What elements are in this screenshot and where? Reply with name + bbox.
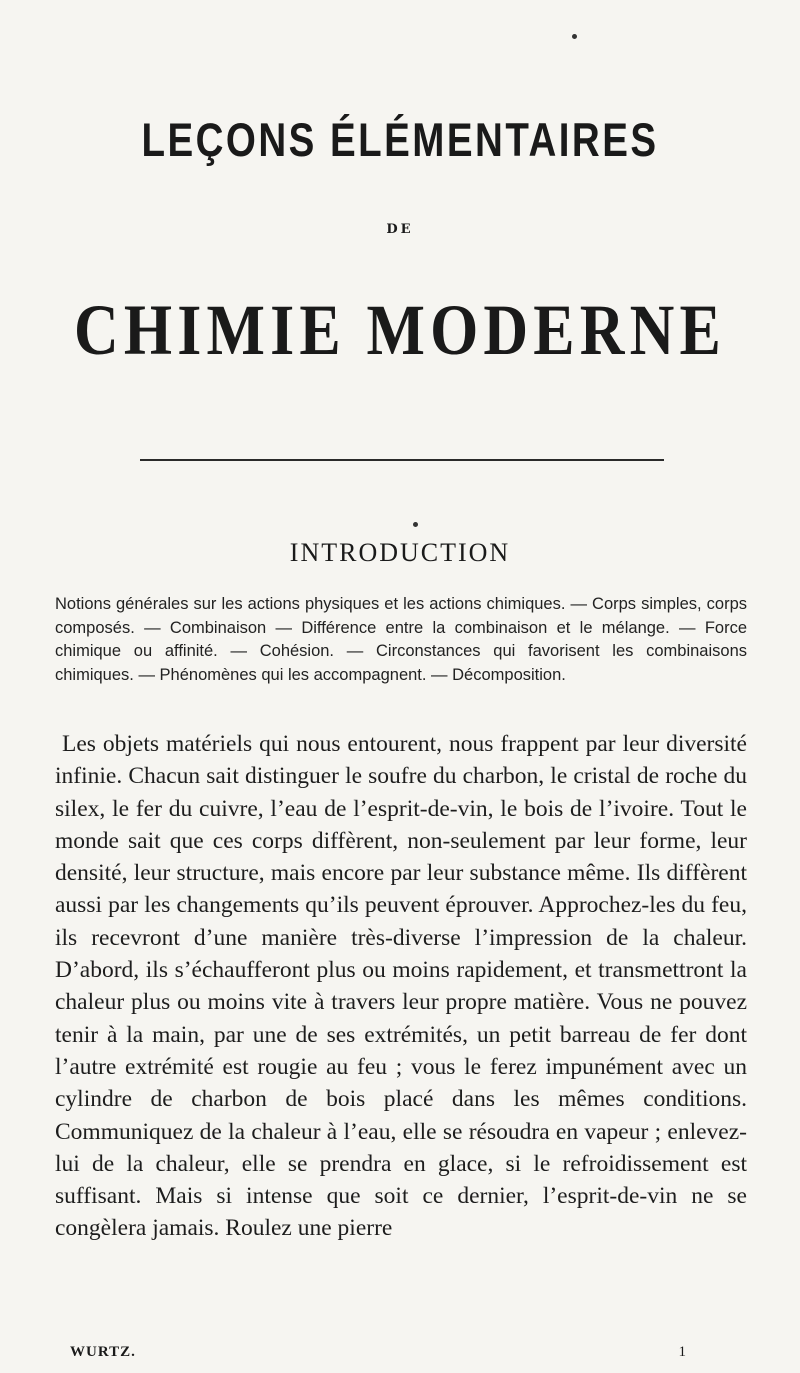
book-title: LEÇONS ÉLÉMENTAIRES (141, 113, 659, 166)
sheet-number: 1 (678, 1344, 686, 1360)
body-paragraph: Les objets matériels qui nous entourent, nous frappent par leur diversité infinie. Chacun sait distinguer le soufre du charbon, le cristal de roche du silex, le fer du cuivre, l’eau de l’esprit-de-vin, le bois de l’ivoire. Tout le monde sait que ces corps diffèrent, non-seulement par leur forme, leur densité, leur structure, mais encore par leur substance même. Ils diffèrent aussi par les changements qu’ils peuvent éprouver. Approchez-les du feu, ils recevront d’une manière très-diverse l’impression de la chaleur. D’abord, ils s’échaufferont plus ou moins rapidement, et transmettront la chaleur plus ou moins vite à travers leur propre matière. Vous ne pouvez tenir à la main, par une de ses extrémités, un petit barreau de fer dont l’autre extrémité est rougie au feu ; vous le ferez impunément avec un cylindre de charbon de bois placé dans les mêmes conditions. Communiquez de la chaleur à l’eau, elle se résoudra en vapeur ; enlevez-lui de la chaleur, elle se prendra en glace, si le refroidissement est suffisant. Mais si intense que soit ce dernier, l’esprit-de-vin ne se congèlera jamais. Roulez une pierre (55, 731, 747, 1242)
title-connector: DE (386, 222, 414, 237)
ink-speck (413, 522, 418, 527)
body-text (55, 728, 747, 1245)
ink-speck (572, 34, 577, 39)
printer-signature: WURTZ. (70, 1344, 136, 1360)
section-title: INTRODUCTION (289, 538, 511, 567)
section-summary: Notions générales sur les actions physiques et les actions chimiques. — Corps simples, corps composés. — Combinaison — Différence entre la combinaison et le mélange. — Force chimique ou affinité. — Cohésion. — Circonstances qui favorisent les combinaisons chimiques. — Phénomènes qui les accompagnent. — Décomposition. (55, 595, 747, 684)
book-subtitle: CHIMIE MODERNE (74, 290, 726, 370)
title-divider (140, 459, 664, 461)
